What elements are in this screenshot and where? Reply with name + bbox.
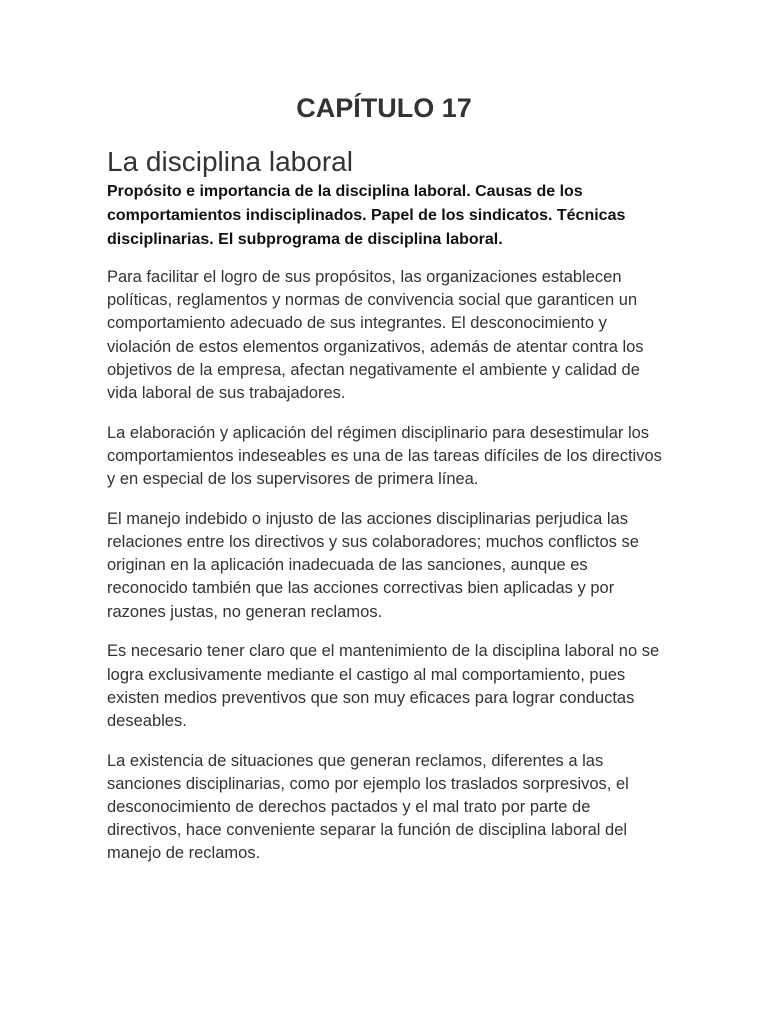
paragraph: Para facilitar el logro de sus propósitos, las organizaciones establecen políticas, reglamentos y normas de convivencia social que garanticen un comportamiento adecuado de sus integrantes. El desconocimiento y violación de estos elementos organizativos, además de atentar contra los objetivos de la empresa, afectan negativamente el ambiente y calidad de vida laboral de sus trabajadores.: [107, 268, 644, 403]
chapter-title: CAPÍTULO 17: [296, 93, 472, 123]
section-subtitle: Propósito e importancia de la disciplina laboral. Causas de los comportamientos indisciplinados. Papel de los sindicatos. Técnicas disciplinarias. El subprograma de disciplina laboral.: [107, 183, 626, 248]
paragraph: La existencia de situaciones que generan reclamos, diferentes a las sanciones disciplinarias, como por ejemplo los traslados sorpresivos, el desconocimiento de derechos pactados y el mal trato por parte de directivos, hace conveniente separar la función de disciplina laboral del manejo de reclamos.: [107, 751, 629, 863]
paragraph: La elaboración y aplicación del régimen disciplinario para desestimular los comportamientos indeseables es una de las tareas difíciles de los directivos y en especial de los supervisores de primera línea.: [107, 423, 662, 489]
section-title: La disciplina laboral: [107, 146, 353, 177]
paragraph: El manejo indebido o injusto de las acciones disciplinarias perjudica las relaciones entre los directivos y sus colaboradores; muchos conflictos se originan en la aplicación inadecuada de las sanciones, aunque es reconocido también que las acciones correctivas bien aplicadas y por razones justas, no generan reclamos.: [107, 509, 639, 621]
body-text: [107, 266, 667, 882]
paragraph: Es necesario tener claro que el mantenimiento de la disciplina laboral no se logra exclusivamente mediante el castigo al mal comportamiento, pues existen medios preventivos que son muy eficaces para lograr conductas deseables.: [107, 642, 660, 730]
